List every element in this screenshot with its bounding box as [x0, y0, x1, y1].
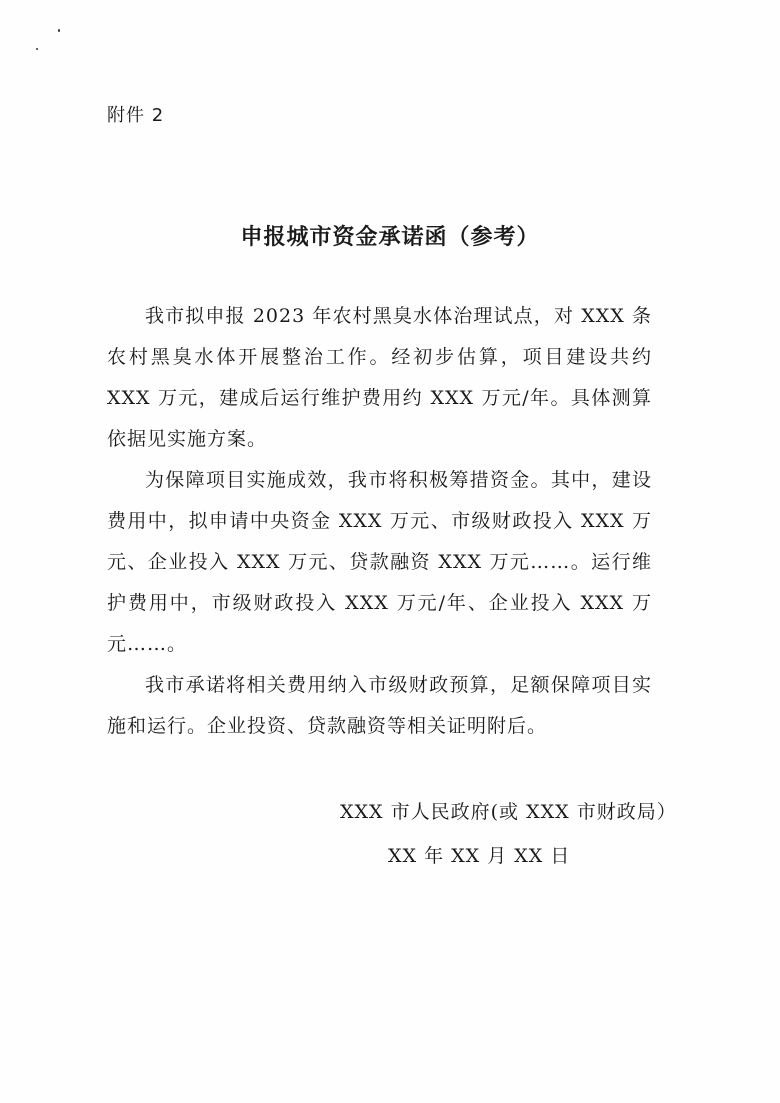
issue-date: XX 年 XX 月 XX 日 [388, 845, 571, 867]
paragraph: 为保障项目实施成效，我市将积极筹措资金。其中，建设费用中，拟申请中央资金 XXX 万元、市级财政投入 XXX 万元、企业投入 XXX 万元、贷款融资 XXX 万元……。运行维护费用中，市级财政投入 XXX 万元/年、企业投入 XXX 万元……。 [107, 469, 652, 655]
paragraph: 我市拟申报 2023 年农村黑臭水体治理试点，对 XXX 条农村黑臭水体开展整治工作。经初步估算，项目建设共约 XXX 万元，建成后运行维护费用约 XXX 万元/年。具体测算依据见实施方案。 [107, 305, 652, 450]
document-body [107, 296, 652, 747]
attachment-label: 附件 2 [107, 105, 165, 126]
document-title: 申报城市资金承诺函（参考） [240, 225, 540, 250]
scan-speck [58, 29, 60, 32]
paragraph: 我市承诺将相关费用纳入市级财政预算，足额保障项目实施和运行。企业投资、贷款融资等相关证明附后。 [107, 674, 652, 737]
signature-block [340, 790, 677, 878]
scan-speck [36, 48, 38, 50]
issuer: XXX 市人民政府(或 XXX 市财政局） [340, 801, 677, 823]
